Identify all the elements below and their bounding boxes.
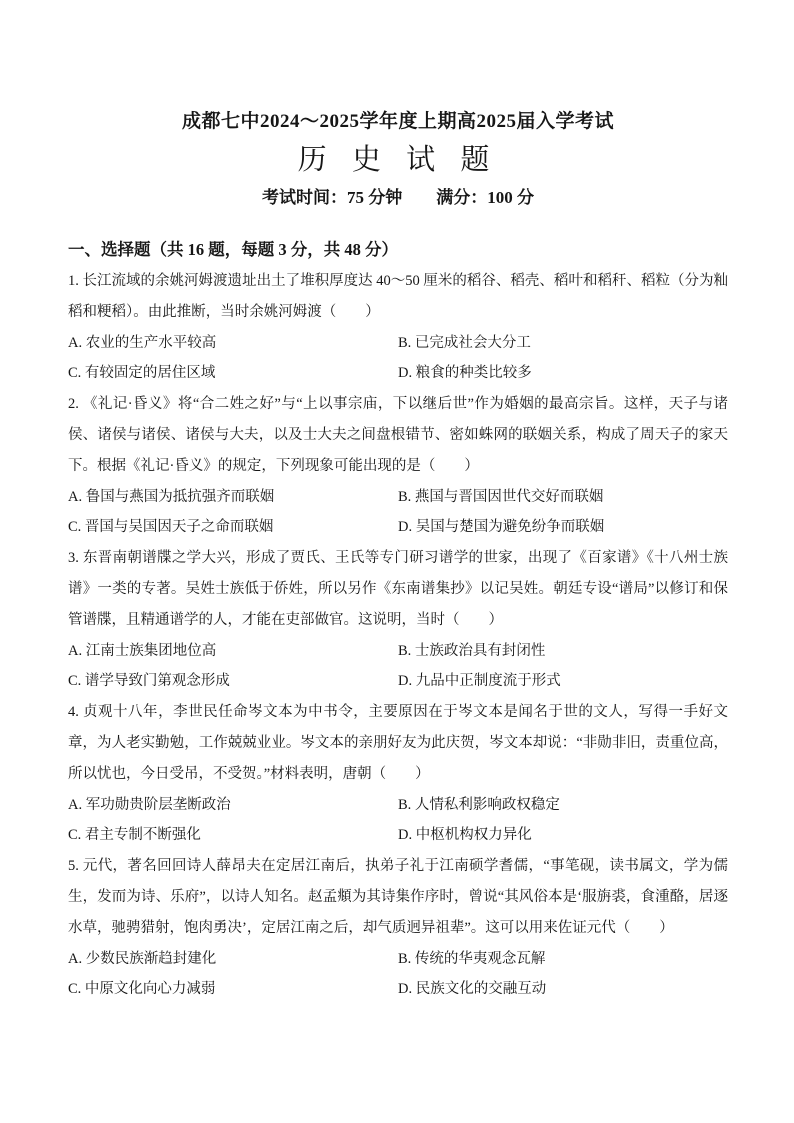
question-4 xyxy=(68,697,728,851)
options-grid xyxy=(68,636,728,698)
option-d: D. 中枢机构权力异化 xyxy=(398,827,532,844)
option-b: B. 已完成社会大分工 xyxy=(398,334,531,351)
option-a: A. 少数民族渐趋封建化 xyxy=(68,950,217,967)
question-stem: 3. 东晋南朝谱牒之学大兴，形成了贾氏、王氏等专门研习谱学的世家，出现了《百家谱》《十八州士族谱》一类的专著。吴姓士族低于侨姓，所以另作《东南谱集抄》以记吴姓。朝廷专设“谱局”以修订和保管谱牒，且精通谱学的人，才能在吏部做官。这说明，当时（ ） xyxy=(68,550,728,628)
question-stem: 4. 贞观十八年，李世民任命岑文本为中书令，主要原因在于岑文本是闻名于世的文人，写得一手好文章，为人老实勤勉，工作兢兢业业。岑文本的亲朋好友为此庆贺，岑文本却说：“非勋非旧，责重位高，所以忧也，今日受吊，不受贺。”材料表明，唐朝（ ） xyxy=(68,704,728,782)
options-grid xyxy=(68,790,728,852)
question-stem: 1. 长江流域的余姚河姆渡遗址出土了堆积厚度达 40～50 厘米的稻谷、稻壳、稻叶和稻秆、稻粒（分为籼稻和粳稻）。由此推断，当时余姚河姆渡（ ） xyxy=(68,273,728,320)
question-2 xyxy=(68,389,728,543)
option-d: D. 民族文化的交融互动 xyxy=(398,981,547,998)
option-c: C. 晋国与吴国因天子之命而联姻 xyxy=(68,519,274,536)
option-a: A. 鲁国与燕国为抵抗强齐而联姻 xyxy=(68,488,275,505)
option-b: B. 人情私利影响政权稳定 xyxy=(398,796,560,813)
option-a: A. 军功勋贵阶层垄断政治 xyxy=(68,796,231,813)
option-c: C. 谱学导致门第观念形成 xyxy=(68,673,230,690)
question-stem: 5. 元代，著名回回诗人薛昂夫在定居江南后，执弟子礼于江南硕学耆儒，“事笔砚，读书属文，学为儒生，发而为诗、乐府”，以诗人知名。赵孟頫为其诗集作序时，曾说“其风俗本是‘服旃裘，食湩酪，居逐水草，驰骋猎射，饱肉勇决’，定居江南之后，却气质迥异祖辈”。这可以用来佐证元代（ ） xyxy=(68,858,728,936)
question-3 xyxy=(68,543,728,697)
option-b: B. 燕国与晋国因世代交好而联姻 xyxy=(398,488,604,505)
option-c: C. 中原文化向心力减弱 xyxy=(68,981,216,998)
question-5 xyxy=(68,851,728,1005)
option-c: C. 君主专制不断强化 xyxy=(68,827,201,844)
options-grid xyxy=(68,944,728,1006)
exam-time-score-line: 考试时间：75 分钟 满分：100 分 xyxy=(262,188,534,207)
option-a: A. 江南士族集团地位高 xyxy=(68,642,217,659)
section-heading-choice: 一、选择题（共 16 题，每题 3 分，共 48 分） xyxy=(68,240,398,259)
option-d: D. 粮食的种类比较多 xyxy=(398,365,532,382)
option-c: C. 有较固定的居住区域 xyxy=(68,365,216,382)
options-grid xyxy=(68,482,728,544)
option-a: A. 农业的生产水平较高 xyxy=(68,334,217,351)
question-1 xyxy=(68,266,728,389)
paper-header xyxy=(68,108,728,210)
option-d: D. 九品中正制度流于形式 xyxy=(398,673,561,690)
question-stem: 2. 《礼记·昏义》将“合二姓之好”与“上以事宗庙，下以继后世”作为婚姻的最高宗旨。这样，天子与诸侯、诸侯与诸侯、诸侯与大夫，以及士大夫之间盘根错节、密如蛛网的联姻关系，构成了周天子的家天下。根据《礼记·昏义》的规定，下列现象可能出现的是（ ） xyxy=(68,396,728,474)
options-grid xyxy=(68,328,728,390)
option-b: B. 传统的华夷观念瓦解 xyxy=(398,950,546,967)
school-exam-line: 成都七中2024～2025学年度上期高2025届入学考试 xyxy=(181,111,614,132)
option-b: B. 士族政治具有封闭性 xyxy=(398,642,546,659)
paper-title: 历 史 试 题 xyxy=(297,144,499,176)
option-d: D. 吴国与楚国为避免纷争而联姻 xyxy=(398,519,605,536)
